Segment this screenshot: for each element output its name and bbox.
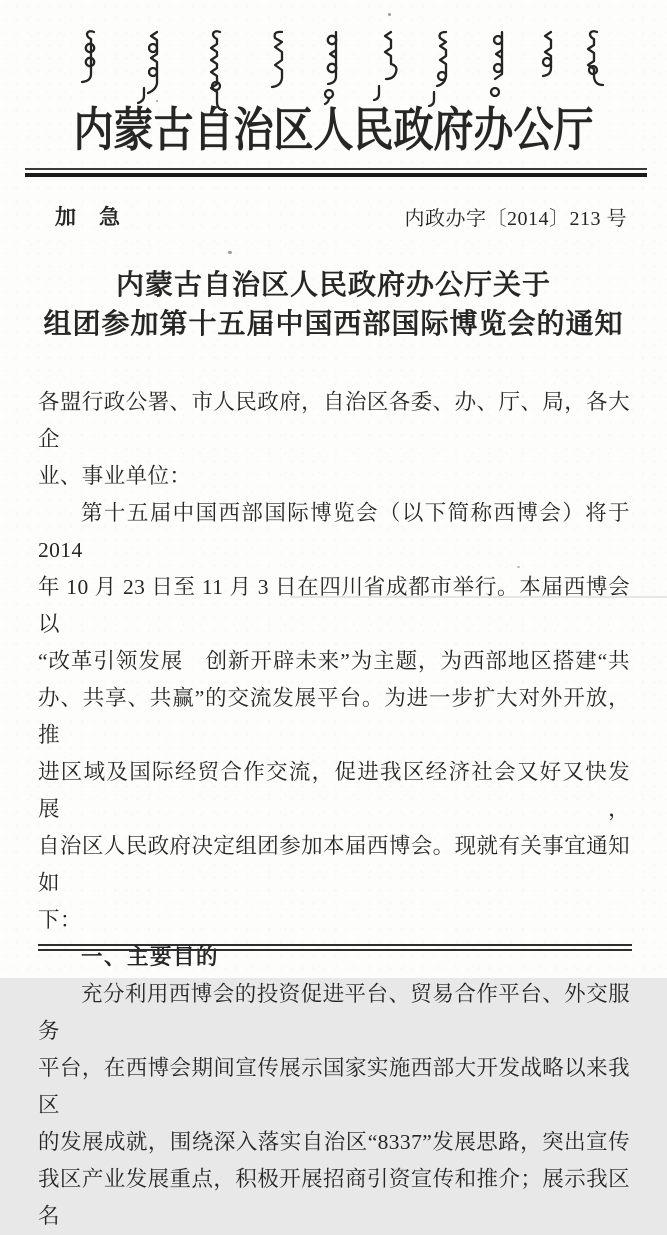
mongolian-word bbox=[491, 32, 502, 96]
issuing-office-name: 内蒙古自治区人民政府办公厅 bbox=[73, 103, 594, 157]
document-title bbox=[0, 266, 667, 344]
body-line: 进区域及国际经贸合作交流，促进我区经济社会又好又快发展， bbox=[38, 760, 630, 821]
body-line: 充分利用西博会的投资促进平台、贸易合作平台、外交服务 bbox=[38, 982, 630, 1043]
body-line: “改革引领发展 创新开辟未来”为主题，为西部地区搭建“共 bbox=[38, 649, 630, 673]
scan-speck bbox=[517, 566, 520, 568]
body-line: 我区产业发展重点，积极开展招商引资宣传和推介；展示我区名 bbox=[38, 1167, 630, 1228]
mongolian-script-header bbox=[52, 24, 622, 112]
body-line: 自治区人民政府决定组团参加本届西博会。现就有关事宜通知如 bbox=[38, 834, 630, 895]
mongolian-word bbox=[325, 32, 336, 104]
mongolian-script-drawing bbox=[52, 24, 622, 112]
body-line: 下： bbox=[38, 908, 82, 932]
mongolian-word bbox=[588, 31, 603, 85]
mongolian-word bbox=[374, 32, 396, 100]
title-line-2: 组团参加第十五届中国西部国际博览会的通知 bbox=[43, 309, 624, 340]
body-line: 一、主要目的 bbox=[81, 945, 220, 969]
doc-number: 内政办字〔2014〕213 号 bbox=[404, 207, 627, 230]
mongolian-word bbox=[543, 32, 551, 76]
document-meta-row bbox=[55, 201, 627, 231]
footer-divider bbox=[38, 944, 632, 951]
mongolian-word bbox=[138, 32, 157, 103]
body-line: 平台，在西博会期间宣传展示国家实施西部大开发战略以来我区 bbox=[38, 1056, 630, 1117]
body-line: 办、共享、共赢”的交流发展平台。为进一步扩大对外开放，推 bbox=[38, 686, 630, 747]
mongolian-word bbox=[211, 31, 225, 110]
scan-streak bbox=[290, 596, 667, 598]
header-divider bbox=[25, 168, 647, 177]
body-line: 第十五届中国西部国际博览会（以下简称西博会）将于 2014 bbox=[38, 501, 630, 562]
body-text bbox=[38, 384, 630, 1235]
scan-speck bbox=[228, 251, 232, 254]
mongolian-word bbox=[272, 32, 282, 87]
mongolian-word bbox=[82, 31, 94, 82]
urgency-label: 加 急 bbox=[55, 206, 121, 229]
body-line: 的发展成就，围绕深入落实自治区“8337”发展思路，突出宣传 bbox=[38, 1130, 630, 1154]
body-line: 业、事业单位： bbox=[38, 464, 192, 488]
body-line: 年 10 月 23 日至 11 月 3 日在四川省成都市举行。本届西博会以 bbox=[38, 575, 630, 636]
mongolian-word bbox=[429, 32, 446, 106]
scan-speck bbox=[156, 100, 158, 102]
body-line: 各盟行政公署、市人民政府，自治区各委、办、厅、局，各大企 bbox=[38, 390, 630, 451]
scan-speck bbox=[388, 13, 391, 16]
title-line-1: 内蒙古自治区人民政府办公厅关于 bbox=[115, 270, 551, 301]
